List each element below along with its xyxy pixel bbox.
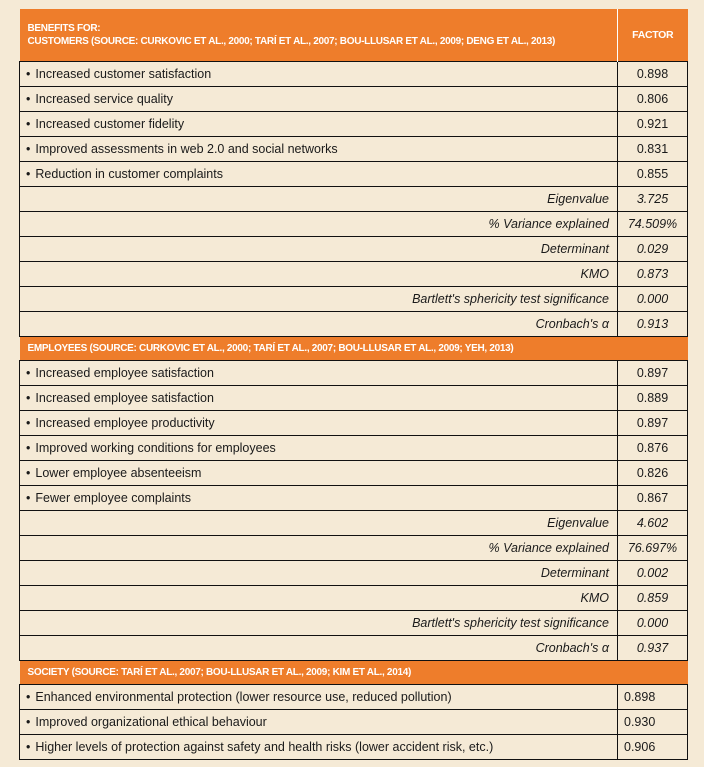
table-row <box>20 685 688 710</box>
stat-label: KMO <box>20 586 618 611</box>
society-header: SOCIETY (SOURCE: TARÍ ET AL., 2007; BOU-LLUSAR ET AL., 2009; KIM ET AL., 2014) <box>20 661 688 685</box>
item-label: Enhanced environmental protection (lower resource use, reduced pollution) <box>35 690 452 704</box>
benefits-for-label: BENEFITS FOR: <box>27 23 101 34</box>
factor-column-header: FACTOR <box>618 9 688 62</box>
factor-value: 0.806 <box>618 87 688 112</box>
bullet-icon: • <box>26 441 31 455</box>
table-row <box>20 87 688 112</box>
bullet-icon: • <box>26 715 31 729</box>
factor-value: 0.855 <box>618 162 688 187</box>
bullet-icon: • <box>26 690 31 704</box>
item-label: Higher levels of protection against safety and health risks (lower accident risk, etc.) <box>35 740 494 754</box>
factor-value: 0.889 <box>618 386 688 411</box>
item-label: Increased employee satisfaction <box>35 366 214 380</box>
stat-row-bartlett <box>20 611 688 636</box>
customers-source-label: CUSTOMERS (SOURCE: CURKOVIC ET AL., 2000; TARÍ ET AL., 2007; BOU-LLUSAR ET AL., 2009; DENG ET AL., 2013) <box>27 36 556 47</box>
bullet-icon: • <box>26 92 31 106</box>
stat-value: 0.000 <box>618 611 688 636</box>
bullet-icon: • <box>26 67 31 81</box>
stat-value: 76.697% <box>618 536 688 561</box>
stat-label: Bartlett's sphericity test significance <box>20 611 618 636</box>
table-row <box>20 735 688 760</box>
stat-row-variance <box>20 212 688 237</box>
table-row <box>20 162 688 187</box>
table-row <box>20 710 688 735</box>
bullet-icon: • <box>26 391 31 405</box>
item-label: Improved organizational ethical behaviour <box>35 715 267 729</box>
item-label: Increased employee satisfaction <box>35 391 214 405</box>
factor-value: 0.897 <box>618 411 688 436</box>
stat-value: 0.000 <box>618 287 688 312</box>
table-row <box>20 436 688 461</box>
stat-label: Bartlett's sphericity test significance <box>20 287 618 312</box>
stat-value: 0.873 <box>618 262 688 287</box>
stat-row-eigenvalue <box>20 511 688 536</box>
employees-header-row <box>20 337 688 361</box>
stat-label: Eigenvalue <box>20 511 618 536</box>
bullet-icon: • <box>26 740 31 754</box>
employees-header: EMPLOYEES (SOURCE: CURKOVIC ET AL., 2000; TARÍ ET AL., 2007; BOU-LLUSAR ET AL., 2009; YEH, 2013) <box>20 337 688 361</box>
table-row <box>20 62 688 87</box>
stat-value: 0.913 <box>618 312 688 337</box>
item-label: Increased employee productivity <box>35 416 215 430</box>
stat-label: Determinant <box>20 237 618 262</box>
factor-value: 0.921 <box>618 112 688 137</box>
society-header-row <box>20 661 688 685</box>
factor-value: 0.897 <box>618 361 688 386</box>
item-label: Increased service quality <box>35 92 173 106</box>
table-row <box>20 361 688 386</box>
item-label: Increased customer satisfaction <box>35 67 212 81</box>
factor-value: 0.898 <box>618 62 688 87</box>
stat-row-cronbach <box>20 312 688 337</box>
stat-value: 4.602 <box>618 511 688 536</box>
bullet-icon: • <box>26 142 31 156</box>
stat-value: 0.002 <box>618 561 688 586</box>
table-row <box>20 411 688 436</box>
stat-row-kmo <box>20 262 688 287</box>
item-label: Reduction in customer complaints <box>35 167 223 181</box>
stat-label: Cronbach's α <box>20 636 618 661</box>
stat-row-kmo <box>20 586 688 611</box>
stat-row-determinant <box>20 237 688 262</box>
bullet-icon: • <box>26 466 31 480</box>
stat-value: 3.725 <box>618 187 688 212</box>
table-row <box>20 486 688 511</box>
customers-header <box>20 9 618 62</box>
factor-value: 0.906 <box>618 735 688 760</box>
bullet-icon: • <box>26 491 31 505</box>
customers-header-row <box>20 9 688 62</box>
bullet-icon: • <box>26 416 31 430</box>
stat-value: 0.859 <box>618 586 688 611</box>
stat-label: % Variance explained <box>20 212 618 237</box>
item-label: Increased customer fidelity <box>35 117 185 131</box>
item-label: Improved working conditions for employees <box>35 441 276 455</box>
stat-label: Determinant <box>20 561 618 586</box>
table-row <box>20 461 688 486</box>
stat-value: 74.509% <box>618 212 688 237</box>
factor-value: 0.867 <box>618 486 688 511</box>
stat-row-eigenvalue <box>20 187 688 212</box>
stat-label: Cronbach's α <box>20 312 618 337</box>
table-row <box>20 137 688 162</box>
stat-label: Eigenvalue <box>20 187 618 212</box>
factor-value: 0.826 <box>618 461 688 486</box>
stat-row-cronbach <box>20 636 688 661</box>
stat-label: KMO <box>20 262 618 287</box>
factor-value: 0.898 <box>618 685 688 710</box>
stat-label: % Variance explained <box>20 536 618 561</box>
bullet-icon: • <box>26 117 31 131</box>
factor-value: 0.930 <box>618 710 688 735</box>
benefits-factor-table <box>19 9 688 760</box>
stat-row-variance <box>20 536 688 561</box>
stat-row-bartlett <box>20 287 688 312</box>
item-label: Lower employee absenteeism <box>35 466 202 480</box>
stat-value: 0.029 <box>618 237 688 262</box>
bullet-icon: • <box>26 366 31 380</box>
table-row <box>20 386 688 411</box>
stat-row-determinant <box>20 561 688 586</box>
factor-value: 0.831 <box>618 137 688 162</box>
factor-value: 0.876 <box>618 436 688 461</box>
stat-value: 0.937 <box>618 636 688 661</box>
table-row <box>20 112 688 137</box>
bullet-icon: • <box>26 167 31 181</box>
item-label: Fewer employee complaints <box>35 491 192 505</box>
item-label: Improved assessments in web 2.0 and social networks <box>35 142 338 156</box>
